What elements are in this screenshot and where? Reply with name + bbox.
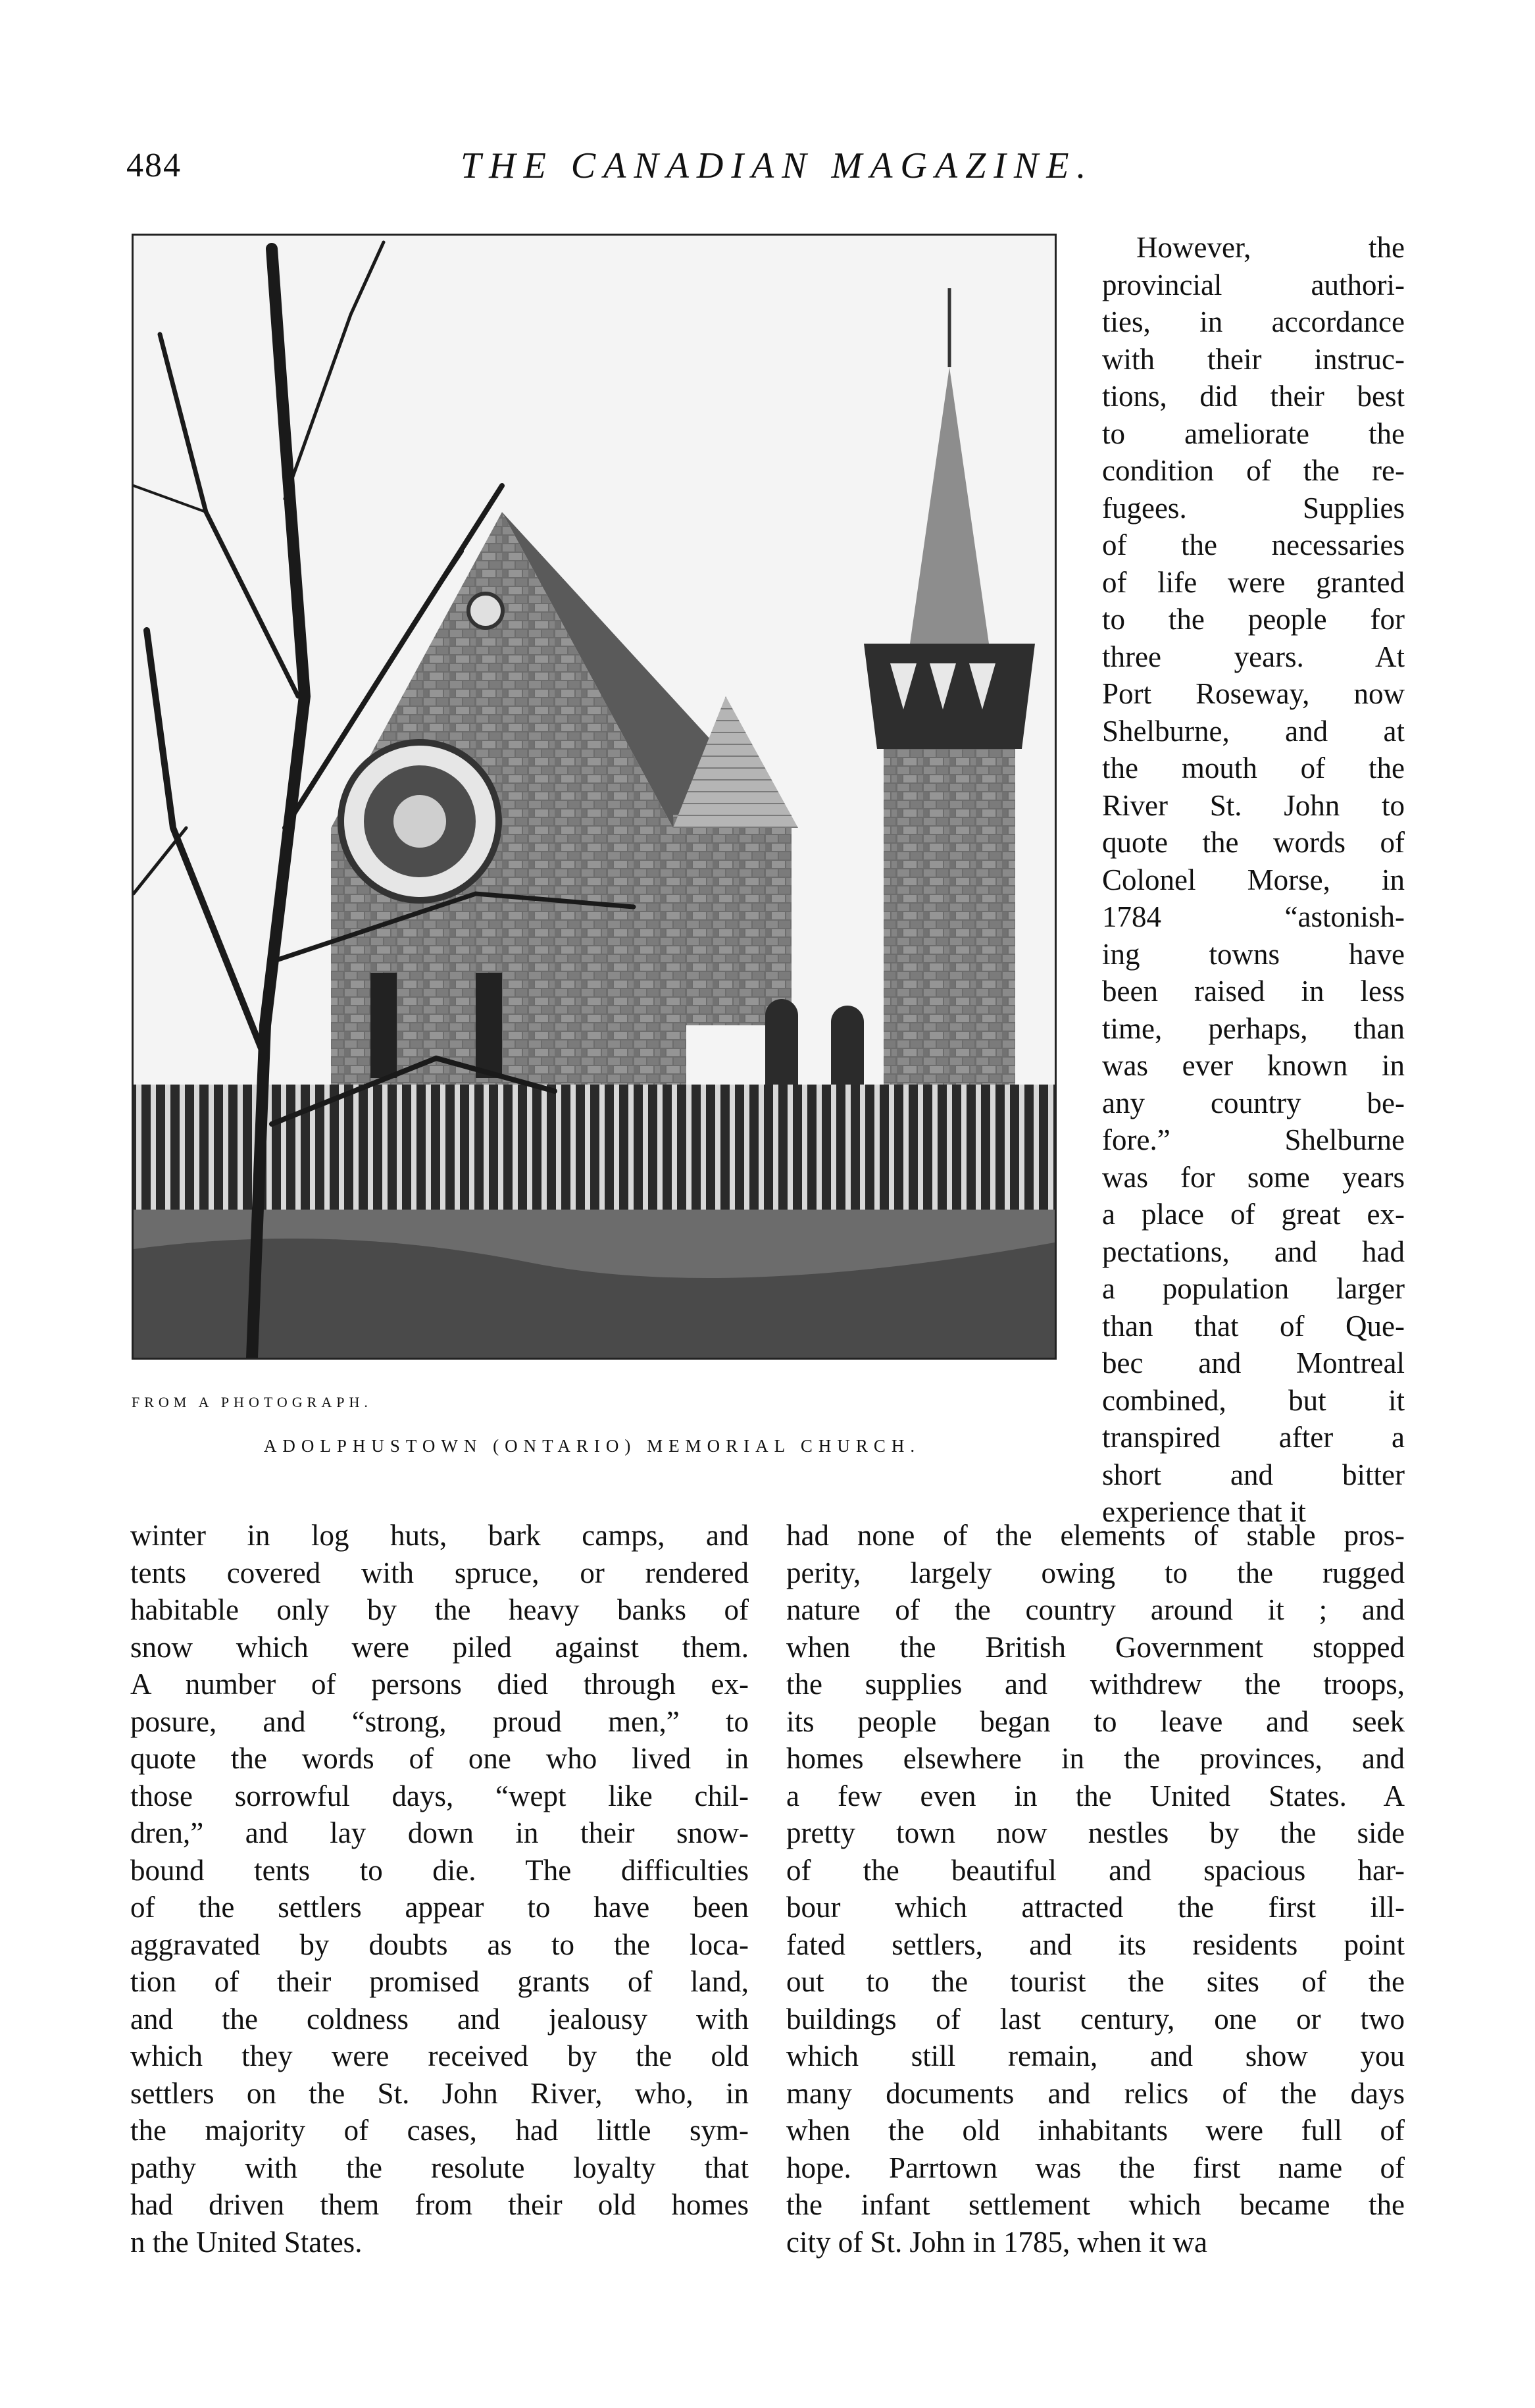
text-line: of the beautiful and spacious har-: [786, 1853, 1405, 1887]
text-line: the infant settlement which became the: [786, 2188, 1405, 2221]
text-line: bour which attracted the first ill-: [786, 1891, 1405, 1924]
text-line: fore.” Shelburne: [1102, 1123, 1405, 1156]
text-line: pretty town now nestles by the side: [786, 1816, 1405, 1849]
text-line: and the coldness and jealousy with: [130, 2002, 749, 2036]
figure-caption: ADOLPHUSTOWN (ONTARIO) MEMORIAL CHURCH.: [263, 1436, 921, 1456]
text-line: those sorrowful days, “wept like chil-: [130, 1779, 749, 1812]
text-line: n the United States.: [130, 2225, 363, 2259]
text-line: However, the: [1136, 231, 1405, 264]
text-line: been raised in less: [1102, 975, 1405, 1008]
right-column-bottom-text: [786, 1517, 1405, 2261]
text-line: ties, in accordance: [1102, 305, 1405, 338]
text-line: which they were received by the old: [130, 2039, 749, 2072]
text-line: homes elsewhere in the provinces, and: [786, 1742, 1405, 1775]
left-column-text: [130, 1517, 749, 2261]
text-line: provincial authori-: [1102, 268, 1405, 301]
text-line: to ameliorate the: [1102, 417, 1405, 450]
text-line: with their instruc-: [1102, 342, 1405, 376]
text-line: many documents and relics of the days: [786, 2076, 1405, 2110]
text-line: its people began to leave and seek: [786, 1704, 1405, 1738]
text-line: ing towns have: [1102, 937, 1405, 971]
text-line: nature of the country around it ; and: [786, 1593, 1405, 1626]
text-line: settlers on the St. John River, who, in: [130, 2076, 749, 2110]
text-line: tions, did their best: [1102, 380, 1405, 413]
text-line: when the British Government stopped: [786, 1630, 1405, 1664]
text-line: was ever known in: [1102, 1049, 1405, 1082]
text-line: the supplies and withdrew the troops,: [786, 1668, 1405, 1701]
text-line: which still remain, and show you: [786, 2039, 1405, 2072]
text-line: 1784 “astonish-: [1102, 900, 1405, 933]
text-line: out to the tourist the sites of the: [786, 1965, 1405, 1998]
text-line: snow which were piled against them.: [130, 1630, 749, 1664]
text-line: a few even in the United States. A: [786, 1779, 1405, 1812]
text-line: perity, largely owing to the rugged: [786, 1556, 1405, 1589]
text-line: three years. At: [1102, 640, 1405, 673]
text-line: transpired after a: [1102, 1421, 1405, 1454]
text-line: time, perhaps, than: [1102, 1012, 1405, 1045]
right-column-top-text: [1102, 229, 1405, 1531]
text-line: combined, but it: [1102, 1383, 1405, 1417]
text-line: any country be-: [1102, 1086, 1405, 1119]
text-line: the mouth of the: [1102, 752, 1405, 784]
photo-credit: FROM A PHOTOGRAPH.: [132, 1394, 372, 1410]
text-line: tents covered with spruce, or rendered: [130, 1556, 749, 1589]
text-line: Port Roseway, now: [1102, 677, 1405, 710]
text-line: Shelburne, and at: [1102, 714, 1405, 748]
text-line: buildings of last century, one or two: [786, 2002, 1405, 2036]
text-line: condition of the re-: [1102, 454, 1405, 487]
text-line: to the people for: [1102, 603, 1405, 636]
text-line: aggravated by doubts as to the loca-: [130, 1928, 749, 1961]
text-line: of the settlers appear to have been: [130, 1891, 749, 1924]
text-line: River St. John to: [1102, 788, 1405, 822]
text-line: bec and Montreal: [1102, 1346, 1405, 1379]
text-line: winter in log huts, bark camps, and: [130, 1519, 749, 1552]
text-line: fugees. Supplies: [1102, 491, 1405, 525]
page-number: 484: [126, 147, 182, 184]
text-line: habitable only by the heavy banks of: [130, 1593, 749, 1626]
text-line: than that of Que-: [1102, 1309, 1405, 1343]
text-line: posure, and “strong, proud men,” to: [130, 1704, 749, 1738]
text-line: experience that it: [1102, 1495, 1306, 1528]
text-line: when the old inhabitants were full of: [786, 2114, 1405, 2147]
text-line: pectations, and had: [1102, 1235, 1405, 1268]
text-line: pathy with the resolute loyalty that: [130, 2151, 749, 2184]
text-line: city of St. John in 1785, when it wa: [786, 2225, 1207, 2259]
text-line: of the necessaries: [1102, 528, 1405, 561]
text-line: a place of great ex-: [1102, 1198, 1405, 1231]
church-photograph: [132, 234, 1057, 1360]
text-line: Colonel Morse, in: [1102, 863, 1405, 896]
text-line: hope. Parrtown was the first name of: [786, 2151, 1405, 2184]
text-line: dren,” and lay down in their snow-: [130, 1816, 749, 1849]
text-line: the majority of cases, had little sym-: [130, 2114, 749, 2147]
text-line: A number of persons died through ex-: [130, 1668, 749, 1701]
text-line: was for some years: [1102, 1160, 1405, 1194]
text-line: had none of the elements of stable pros-: [786, 1519, 1405, 1552]
text-line: quote the words of: [1102, 826, 1405, 859]
text-line: had driven them from their old homes: [130, 2188, 749, 2221]
text-line: tion of their promised grants of land,: [130, 1965, 749, 1998]
church-illustration: [134, 236, 1055, 1358]
text-line: a population larger: [1102, 1272, 1405, 1305]
text-line: quote the words of one who lived in: [130, 1742, 749, 1775]
text-line: of life were granted: [1102, 565, 1405, 599]
text-line: short and bitter: [1102, 1458, 1405, 1491]
running-title: THE CANADIAN MAGAZINE.: [461, 145, 1094, 186]
text-line: bound tents to die. The difficulties: [130, 1853, 749, 1887]
text-line: fated settlers, and its residents point: [786, 1928, 1405, 1961]
